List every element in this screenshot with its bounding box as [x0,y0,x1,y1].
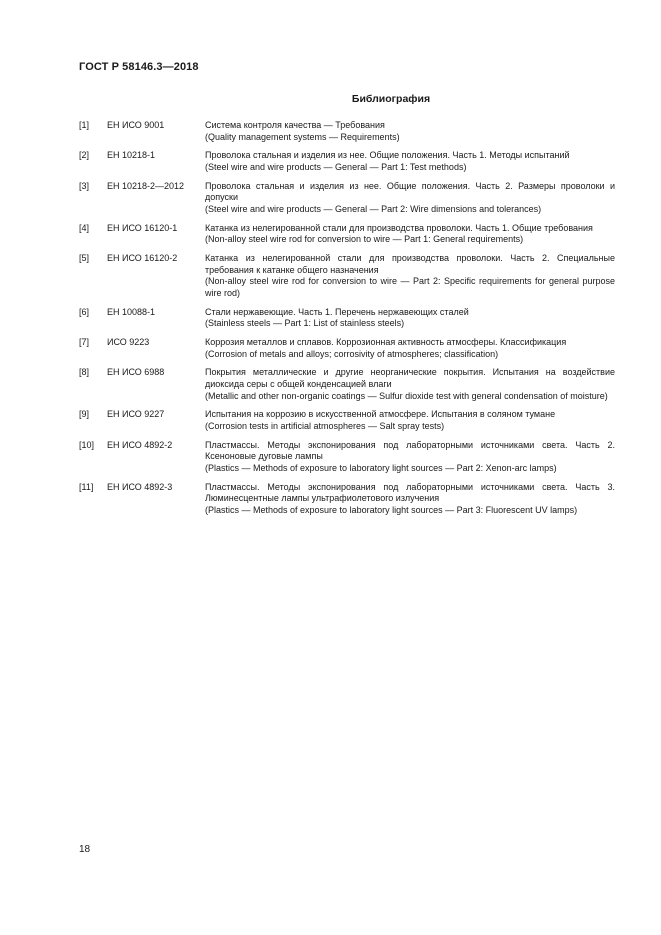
list-item [79,337,615,360]
ref-title-ru: Проволока стальная и изделия из нее. Общие положения. Часть 1. Методы испытаний [205,150,570,161]
ref-text [205,120,615,143]
ref-code: ЕН 10218-1 [107,150,156,161]
ref-title-en: (Non-alloy steel wire rod for conversion to wire — Part 2: Specific requirements for general purpose wire rod) [205,276,615,298]
ref-title-en: (Metallic and other non-organic coatings — Sulfur dioxide test with general condensation of moisture) [205,390,608,401]
ref-title-ru: Покрытия металлические и другие неорганические покрытия. Испытания на воздействие диоксида серы с общей конденсацией влаги [205,367,615,389]
ref-text [205,337,615,360]
ref-title-ru: Система контроля качества — Требования [205,120,385,130]
ref-number: [1] [79,120,90,130]
ref-number: [8] [79,367,90,378]
document-header: ГОСТ Р 58146.3—2018 [79,61,199,73]
ref-number: [11] [79,481,94,492]
ref-number: [4] [79,222,90,233]
ref-code: ЕН ИСО 9001 [107,120,165,130]
list-item [79,150,615,173]
ref-code: ЕН 10088-1 [107,306,156,317]
bibliography-title: Библиография [351,93,431,105]
ref-title-en: (Plastics — Methods of exposure to laboratory light sources — Part 2: Xenon-arc lamps) [205,462,557,473]
ref-title-ru: Пластмассы. Методы экспонирования под лабораторными источниками света. Часть 3. Люминесцентные лампы ультрафиолетового излучения [205,481,615,504]
ref-number: [9] [79,409,90,420]
ref-text [205,253,615,299]
ref-title-en: (Non-alloy steel wire rod for conversion to wire — Part 1: General requirements) [205,234,524,245]
ref-text [205,150,615,173]
ref-text [205,367,615,402]
list-item [79,409,615,432]
ref-title-ru: Стали нержавеющие. Часть 1. Перечень нержавеющих сталей [205,306,469,317]
page-title [79,93,614,105]
ref-number: [2] [79,150,90,161]
ref-title-en: (Stainless steels — Part 1: List of stainless steels) [205,318,405,329]
ref-title-en: (Steel wire and wire products — General — Part 2: Wire dimensions and tolerances) [205,203,542,214]
ref-code: ЕН ИСО 16120-1 [107,222,178,233]
list-item [79,482,615,517]
ref-title-en: (Plastics — Methods of exposure to laboratory light sources — Part 3: Fluorescent UV lamps) [205,504,578,515]
ref-text [205,307,615,330]
ref-title-ru: Катанка из нелегированной стали для производства проволоки. Часть 1. Общие требования [205,222,593,233]
ref-code: ЕН ИСО 6988 [107,367,165,378]
ref-title-en: (Quality management systems — Requirements) [205,131,400,142]
ref-number: [7] [79,337,90,348]
ref-title-en: (Corrosion of metals and alloys; corrosivity of atmospheres; classification) [205,348,499,359]
ref-code: ЕН ИСО 16120-2 [107,253,178,264]
bibliography-list [79,120,615,524]
list-item [79,253,615,299]
ref-text [205,181,615,216]
list-item [79,440,615,475]
ref-title-ru: Катанка из нелегированной стали для производства проволоки. Часть 2. Специальные требования к катанке общего назначения [205,253,615,275]
ref-text [205,440,615,475]
ref-number: [3] [79,180,90,191]
ref-title-ru: Испытания на коррозию в искусственной атмосфере. Испытания в соляном тумане [205,409,556,420]
ref-text [205,409,615,432]
ref-code: ЕН ИСО 4892-2 [107,439,173,450]
list-item [79,367,615,402]
ref-code: ЕН ИСО 9227 [107,409,165,420]
ref-code: ЕН 10218-2—2012 [107,180,185,191]
ref-text [205,482,615,517]
list-item [79,307,615,330]
ref-title-ru: Коррозия металлов и сплавов. Коррозионная активность атмосферы. Классификация [205,337,567,348]
ref-number: [5] [79,253,90,264]
list-item [79,120,615,143]
ref-code: ИСО 9223 [107,337,150,348]
ref-number: [6] [79,306,90,317]
ref-title-ru: Проволока стальная и изделия из нее. Общие положения. Часть 2. Размеры проволоки и допуски [205,180,615,203]
list-item [79,181,615,216]
ref-text [205,223,615,246]
list-item [79,223,615,246]
ref-code: ЕН ИСО 4892-3 [107,481,173,492]
ref-title-en: (Steel wire and wire products — General — Part 1: Test methods) [205,161,467,172]
page-number: 18 [79,844,91,855]
ref-title-ru: Пластмассы. Методы экспонирования под лабораторными источниками света. Часть 2. Ксеноновые дуговые лампы [205,439,615,462]
ref-number: [10] [79,439,95,450]
ref-title-en: (Corrosion tests in artificial atmospheres — Salt spray tests) [205,420,445,431]
